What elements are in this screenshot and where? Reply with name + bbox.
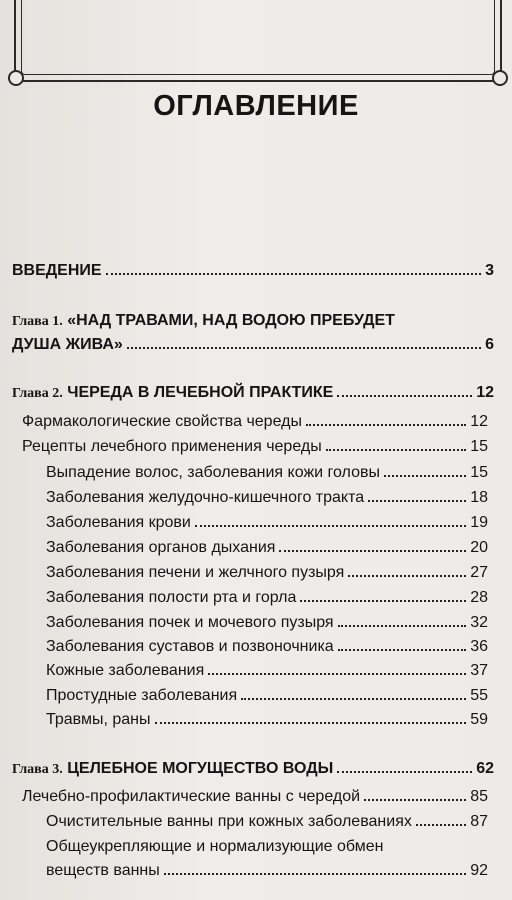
- toc-page: 12: [476, 384, 494, 401]
- toc-entry[interactable]: [46, 539, 488, 557]
- toc-page: 87: [470, 813, 488, 830]
- dot-leader: [384, 475, 466, 477]
- dot-leader: [326, 449, 467, 451]
- toc-label: Рецепты лечебного применения череды: [22, 438, 322, 455]
- toc-label: Заболевания печени и желчного пузыря: [46, 564, 345, 581]
- toc-page: 62: [476, 760, 494, 777]
- toc-page: 20: [470, 539, 488, 556]
- toc-entry[interactable]: [46, 514, 488, 532]
- toc-entry[interactable]: [46, 711, 488, 729]
- toc-page: 27: [470, 564, 488, 581]
- dot-leader: [306, 424, 466, 426]
- toc-entry[interactable]: [46, 464, 488, 482]
- page-title: ОГЛАВЛЕНИЕ: [153, 90, 359, 122]
- toc-entry[interactable]: [46, 489, 488, 507]
- chapter-title: ЧЕРЕДА В ЛЕЧЕБНОЙ ПРАКТИКЕ: [67, 384, 334, 401]
- toc-entry[interactable]: [22, 788, 488, 806]
- toc-label: Заболевания полости рта и горла: [46, 589, 297, 606]
- dot-leader: [208, 673, 466, 675]
- toc-entry-intro[interactable]: [12, 262, 494, 280]
- toc-page: 12: [470, 413, 488, 430]
- chapter-prefix: Глава 3.: [12, 762, 63, 777]
- toc-page: 92: [470, 862, 488, 879]
- toc-label: Заболевания органов дыхания: [46, 539, 276, 556]
- toc-entry[interactable]: [46, 589, 488, 607]
- toc-entry[interactable]: [22, 438, 488, 456]
- toc-label: Травмы, раны: [46, 711, 151, 728]
- toc-page: 37: [470, 662, 488, 679]
- toc-chapter-2[interactable]: [12, 384, 494, 402]
- dot-leader: [164, 873, 466, 875]
- toc-page: 19: [470, 514, 488, 531]
- toc-label: Лечебно-профилактические ванны с чередой: [22, 788, 361, 805]
- toc-page: 32: [470, 614, 488, 631]
- toc-label: ВВЕДЕНИЕ: [12, 262, 102, 279]
- toc-entry[interactable]: [22, 413, 488, 431]
- toc-label: Выпадение волос, заболевания кожи головы: [46, 464, 380, 481]
- dot-leader: [338, 625, 467, 627]
- toc-entry[interactable]: [46, 813, 488, 831]
- toc-page: 36: [470, 638, 488, 655]
- chapter-title-cont: ДУША ЖИВА»: [12, 336, 123, 353]
- ornamental-frame: [14, 0, 502, 82]
- dot-leader: [338, 649, 467, 651]
- frame-corner-left: [8, 70, 24, 86]
- toc-label: Фармакологические свойства череды: [22, 413, 302, 430]
- toc-label: Заболевания суставов и позвоночника: [46, 638, 334, 655]
- dot-leader: [416, 824, 466, 826]
- dot-leader: [195, 525, 466, 527]
- toc-label: Кожные заболевания: [46, 662, 205, 679]
- dot-leader: [337, 771, 472, 773]
- dot-leader: [241, 698, 466, 700]
- toc-entry[interactable]: [46, 638, 488, 656]
- toc-entry[interactable]: [46, 687, 488, 705]
- dot-leader: [368, 500, 466, 502]
- toc-label: Заболевания желудочно-кишечного тракта: [46, 489, 365, 506]
- toc-entry-line1[interactable]: Общеукрепляющие и нормализующие обмен: [46, 838, 384, 855]
- chapter-prefix: Глава 1.: [12, 314, 63, 329]
- toc-page: 15: [470, 464, 488, 481]
- chapter-title: ЦЕЛЕБНОЕ МОГУЩЕСТВО ВОДЫ: [67, 760, 334, 777]
- frame-corner-right: [492, 70, 508, 86]
- toc-page: 3: [485, 262, 494, 279]
- dot-leader: [279, 550, 466, 552]
- toc-entry[interactable]: [46, 862, 488, 880]
- toc-label: Заболевания крови: [46, 514, 191, 531]
- toc-label: веществ ванны: [46, 862, 160, 879]
- toc-page: 59: [470, 711, 488, 728]
- toc-label: Простудные заболевания: [46, 687, 238, 704]
- toc-page: 18: [470, 489, 488, 506]
- toc-label: Очистительные ванны при кожных заболеваниях: [46, 813, 412, 830]
- toc-entry[interactable]: [46, 614, 488, 632]
- toc-entry[interactable]: [46, 564, 488, 582]
- toc-chapter-1-line1[interactable]: [12, 312, 494, 330]
- toc-page: 28: [470, 589, 488, 606]
- dot-leader: [364, 799, 466, 801]
- toc-page: 55: [470, 687, 488, 704]
- toc-page: 85: [470, 788, 488, 805]
- dot-leader: [106, 273, 482, 275]
- chapter-prefix: Глава 2.: [12, 386, 63, 401]
- chapter-title: «НАД ТРАВАМИ, НАД ВОДОЮ ПРЕБУДЕТ: [67, 312, 395, 329]
- toc-chapter-3[interactable]: [12, 760, 494, 778]
- toc-page: 6: [485, 336, 494, 353]
- toc-page: 15: [470, 438, 488, 455]
- toc-chapter-1-line2[interactable]: [12, 336, 494, 354]
- dot-leader: [127, 347, 481, 349]
- toc-label: Заболевания почек и мочевого пузыря: [46, 614, 334, 631]
- dot-leader: [155, 722, 467, 724]
- dot-leader: [348, 575, 466, 577]
- toc-entry[interactable]: [46, 662, 488, 680]
- dot-leader: [300, 600, 466, 602]
- dot-leader: [337, 395, 472, 397]
